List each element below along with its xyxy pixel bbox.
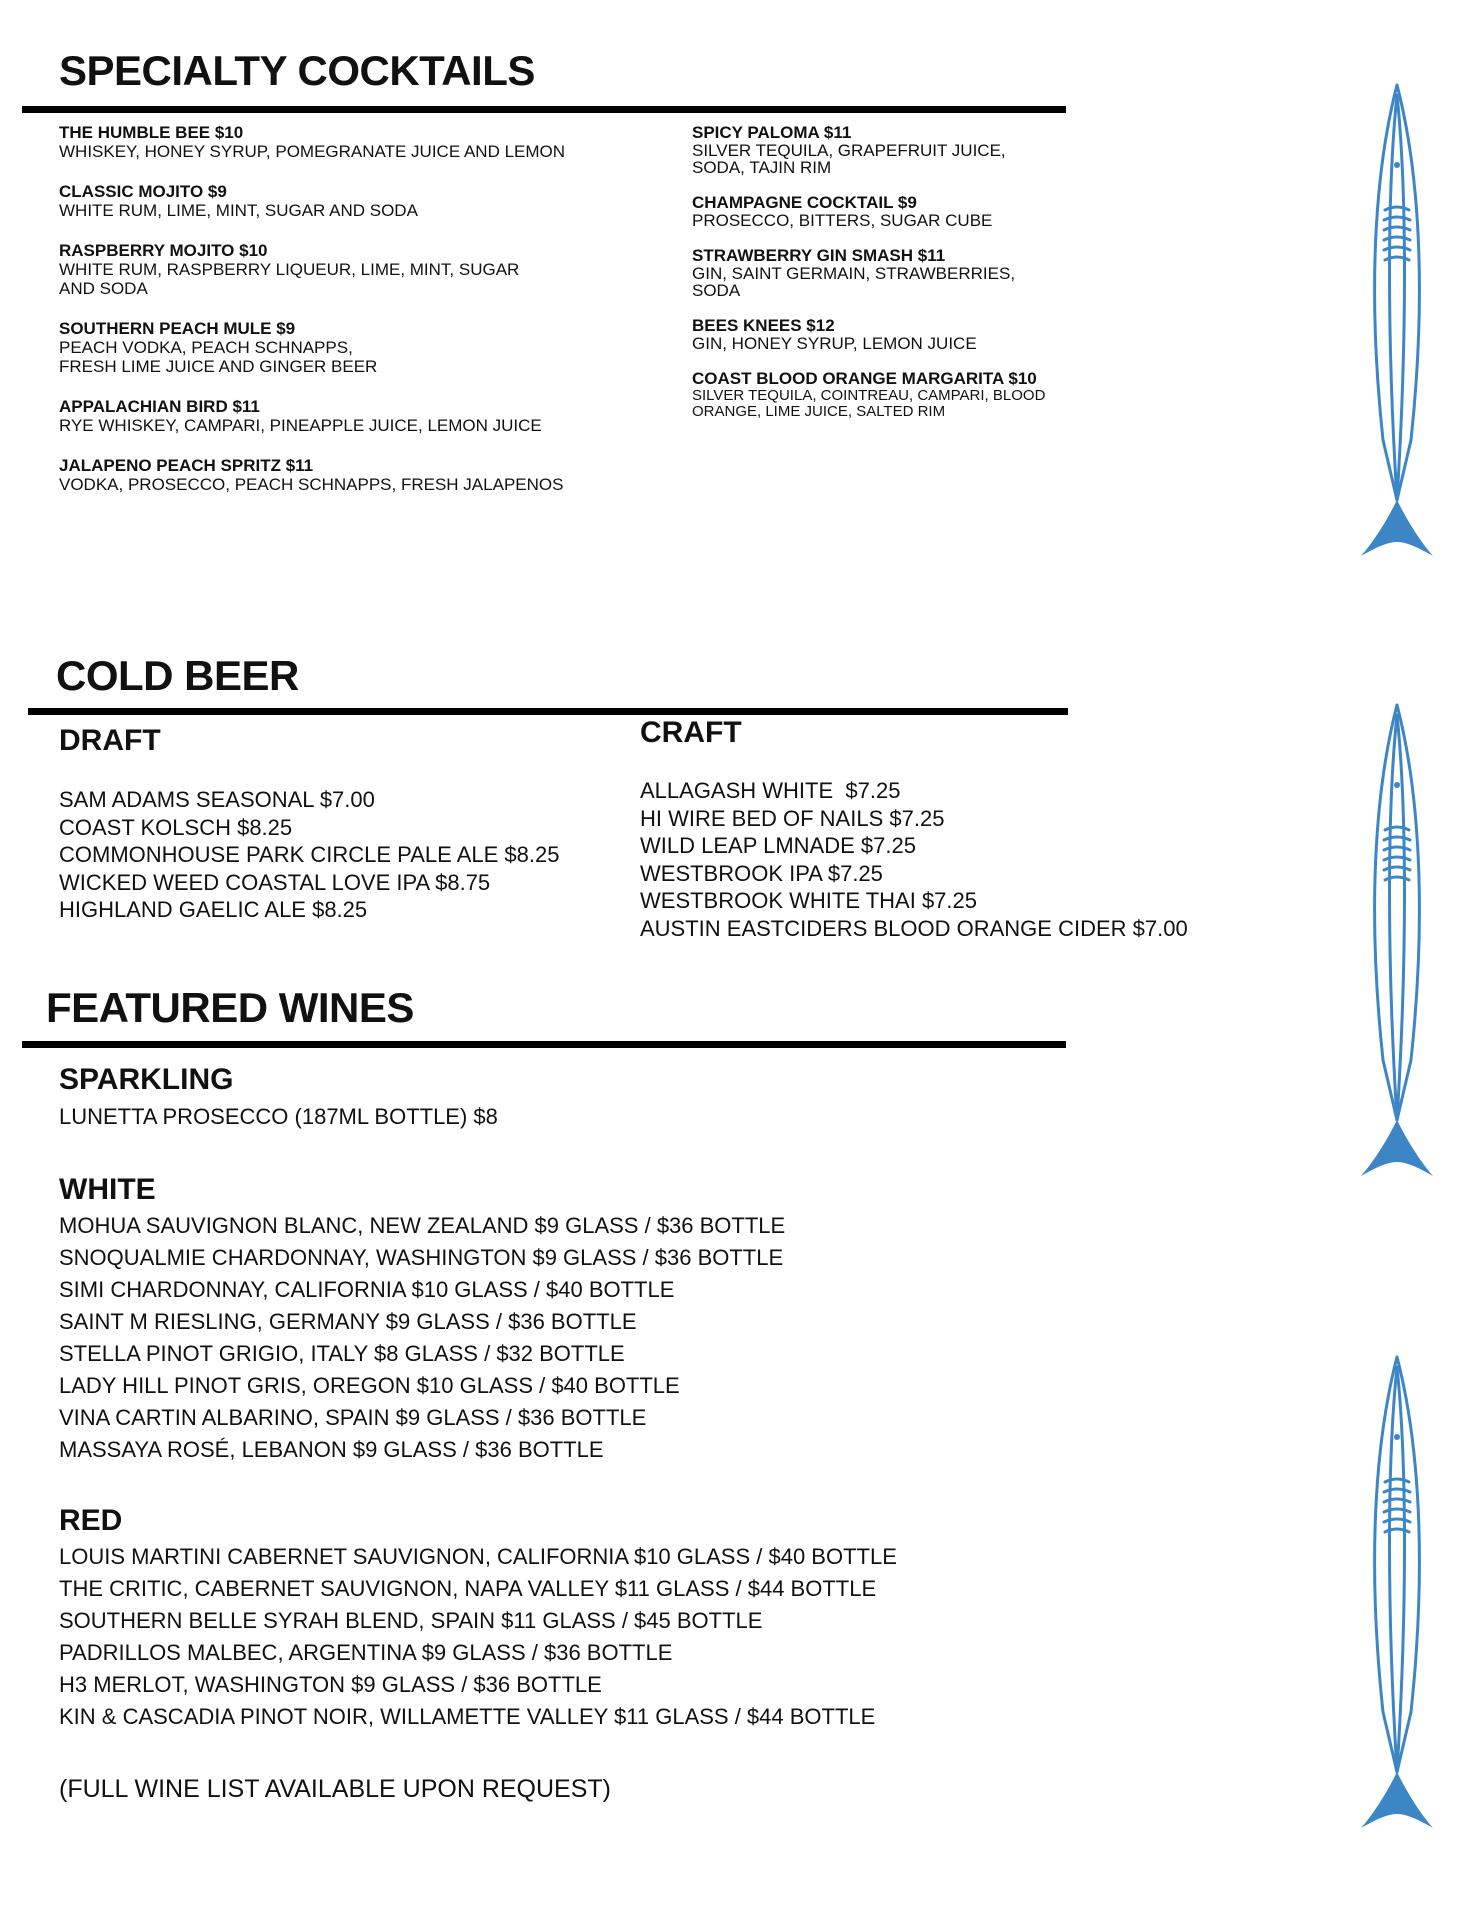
cocktail-name: RASPBERRY MOJITO $10 xyxy=(59,241,268,260)
list-item: COAST KOLSCH $8.25 xyxy=(59,814,293,840)
cocktail-desc: WHISKEY, HONEY SYRUP, POMEGRANATE JUICE AND LEMON xyxy=(59,142,566,161)
cocktail-name: CLASSIC MOJITO $9 xyxy=(59,182,227,201)
wines-divider xyxy=(22,1041,1066,1048)
cocktail-name: JALAPENO PEACH SPRITZ $11 xyxy=(59,456,314,475)
wine-list-note: (FULL WINE LIST AVAILABLE UPON REQUEST) xyxy=(59,1775,611,1803)
sparkling-heading: SPARKLING xyxy=(59,1063,234,1096)
list-item: MASSAYA ROSÉ, LEBANON $9 GLASS / $36 BOTTLE xyxy=(59,1437,604,1462)
list-item: H3 MERLOT, WASHINGTON $9 GLASS / $36 BOTTLE xyxy=(59,1672,602,1697)
list-item: STELLA PINOT GRIGIO, ITALY $8 GLASS / $32 BOTTLE xyxy=(59,1341,625,1366)
list-item: WESTBROOK IPA $7.25 xyxy=(640,860,883,886)
cocktail-name: CHAMPAGNE COCKTAIL $9 xyxy=(692,193,917,212)
wines-title: FEATURED WINES xyxy=(46,984,414,1031)
list-item: MOHUA SAUVIGNON BLANC, NEW ZEALAND $9 GLASS / $36 BOTTLE xyxy=(59,1213,786,1238)
draft-list xyxy=(59,786,559,924)
list-item: WESTBROOK WHITE THAI $7.25 xyxy=(640,888,977,913)
cocktail-name: SOUTHERN PEACH MULE $9 xyxy=(59,319,296,338)
cocktail-name: STRAWBERRY GIN SMASH $11 xyxy=(692,246,946,265)
white-list xyxy=(59,1210,785,1466)
cocktail-item xyxy=(59,242,659,298)
cocktail-desc: GIN, SAINT GERMAIN, STRAWBERRIES, SODA xyxy=(692,264,1016,300)
cocktail-desc: WHITE RUM, LIME, MINT, SUGAR AND SODA xyxy=(59,201,418,220)
list-item: ALLAGASH WHITE $7.25 xyxy=(640,778,901,803)
cocktails-title: SPECIALTY COCKTAILS xyxy=(59,47,535,94)
list-item: AUSTIN EASTCIDERS BLOOD ORANGE CIDER $7.00 xyxy=(640,915,1188,941)
list-item: SAM ADAMS SEASONAL $7.00 xyxy=(59,787,375,812)
list-item: LUNETTA PROSECCO (187ML BOTTLE) $8 xyxy=(59,1104,498,1129)
cocktail-desc: PEACH VODKA, PEACH SCHNAPPS, FRESH LIME JUICE AND GINGER BEER xyxy=(59,338,378,376)
list-item: SIMI CHARDONNAY, CALIFORNIA $10 GLASS / $40 BOTTLE xyxy=(59,1277,675,1302)
cocktail-item xyxy=(59,320,659,376)
cocktail-item xyxy=(692,194,1132,229)
list-item: COMMONHOUSE PARK CIRCLE PALE ALE $8.25 xyxy=(59,842,560,867)
cocktail-item xyxy=(59,183,659,220)
list-item: SNOQUALMIE CHARDONNAY, WASHINGTON $9 GLASS / $36 BOTTLE xyxy=(59,1245,784,1270)
cocktail-name: SPICY PALOMA $11 xyxy=(692,123,852,142)
cocktail-desc: PROSECCO, BITTERS, SUGAR CUBE xyxy=(692,211,993,230)
list-item: VINA CARTIN ALBARINO, SPAIN $9 GLASS / $36 BOTTLE xyxy=(59,1405,647,1430)
beer-divider xyxy=(28,708,1068,715)
cocktail-name: APPALACHIAN BIRD $11 xyxy=(59,397,260,416)
cocktail-desc: VODKA, PROSECCO, PEACH SCHNAPPS, FRESH JALAPENOS xyxy=(59,475,564,494)
cocktails-divider xyxy=(22,106,1066,113)
cocktail-item xyxy=(692,124,1132,176)
cocktail-item xyxy=(59,124,659,161)
list-item: WICKED WEED COASTAL LOVE IPA $8.75 xyxy=(59,869,491,895)
fish-skeleton-icon xyxy=(1357,1352,1437,1852)
list-item: SOUTHERN BELLE SYRAH BLEND, SPAIN $11 GLASS / $45 BOTTLE xyxy=(59,1608,763,1633)
cocktail-desc: SILVER TEQUILA, COINTREAU, CAMPARI, BLOOD ORANGE, LIME JUICE, SALTED RIM xyxy=(692,387,1046,420)
craft-list xyxy=(640,777,1188,942)
cocktail-item xyxy=(692,247,1132,299)
cocktails-left-column xyxy=(59,124,659,516)
list-item: PADRILLOS MALBEC, ARGENTINA $9 GLASS / $36 BOTTLE xyxy=(59,1640,673,1665)
cocktail-name: THE HUMBLE BEE $10 xyxy=(59,123,244,142)
cocktail-item xyxy=(692,370,1132,420)
list-item: KIN & CASCADIA PINOT NOIR, WILLAMETTE VALLEY $11 GLASS / $44 BOTTLE xyxy=(59,1704,876,1729)
sparkling-list xyxy=(59,1101,498,1133)
fish-skeleton-icon xyxy=(1357,700,1437,1200)
cocktail-desc: GIN, HONEY SYRUP, LEMON JUICE xyxy=(692,334,977,353)
list-item: THE CRITIC, CABERNET SAUVIGNON, NAPA VALLEY $11 GLASS / $44 BOTTLE xyxy=(59,1576,877,1601)
list-item: WILD LEAP LMNADE $7.25 xyxy=(640,833,916,858)
white-heading: WHITE xyxy=(59,1173,156,1206)
beer-title: COLD BEER xyxy=(56,652,299,699)
list-item: LADY HILL PINOT GRIS, OREGON $10 GLASS / $40 BOTTLE xyxy=(59,1373,680,1398)
cocktail-name: COAST BLOOD ORANGE MARGARITA $10 xyxy=(692,369,1037,388)
cocktail-name: BEES KNEES $12 xyxy=(692,316,835,335)
cocktail-desc: RYE WHISKEY, CAMPARI, PINEAPPLE JUICE, LEMON JUICE xyxy=(59,416,542,435)
list-item: HIGHLAND GAELIC ALE $8.25 xyxy=(59,897,368,922)
cocktails-right-column xyxy=(692,124,1132,442)
red-list xyxy=(59,1541,897,1733)
cocktail-item xyxy=(59,398,659,435)
list-item: LOUIS MARTINI CABERNET SAUVIGNON, CALIFORNIA $10 GLASS / $40 BOTTLE xyxy=(59,1544,897,1569)
cocktail-desc: SILVER TEQUILA, GRAPEFRUIT JUICE, SODA, TAJIN RIM xyxy=(692,141,1006,177)
red-heading: RED xyxy=(59,1504,123,1537)
list-item: HI WIRE BED OF NAILS $7.25 xyxy=(640,805,945,831)
cocktail-item xyxy=(692,317,1132,352)
craft-heading: CRAFT xyxy=(640,716,742,749)
fish-skeleton-icon xyxy=(1357,80,1437,580)
list-item: SAINT M RIESLING, GERMANY $9 GLASS / $36 BOTTLE xyxy=(59,1309,637,1334)
cocktail-item xyxy=(59,457,659,494)
cocktail-desc: WHITE RUM, RASPBERRY LIQUEUR, LIME, MINT, SUGAR AND SODA xyxy=(59,260,520,298)
draft-heading: DRAFT xyxy=(59,724,161,757)
